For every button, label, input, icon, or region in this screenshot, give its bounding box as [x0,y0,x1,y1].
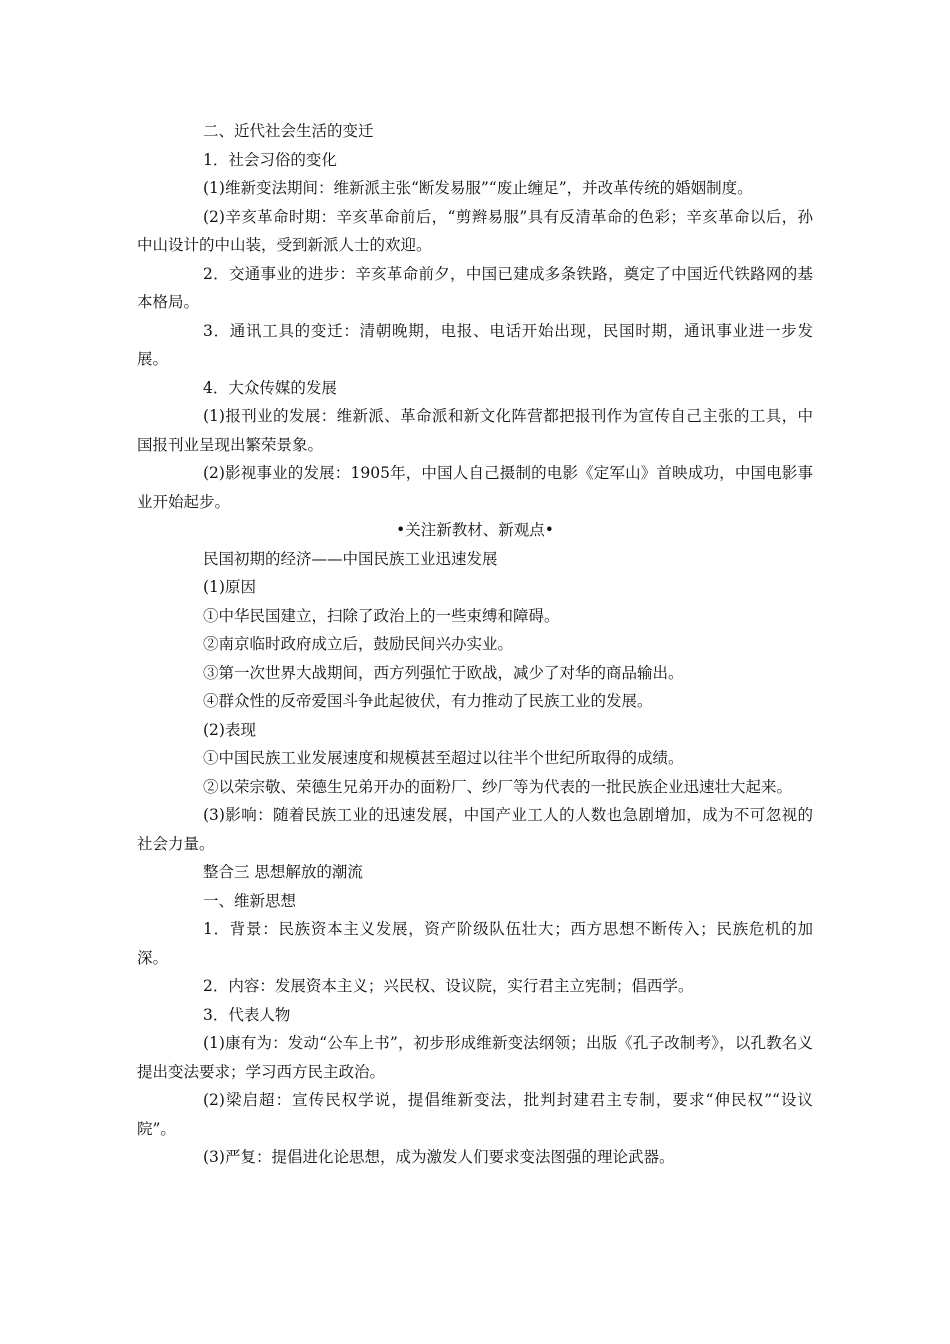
list-heading: (2)表现 [203,720,256,739]
section-heading: 整合三 思想解放的潮流 [203,863,363,881]
section-heading: 二、近代社会生活的变迁 [203,122,374,140]
list-item: ②南京临时政府成立后，鼓励民间兴办实业。 [203,635,514,653]
paragraph: (2)梁启超：宣传民权学说，提倡维新变法，批判封建君主专制，要求“伸民权”“设议院”。 [137,1091,813,1138]
feature-banner: •关注新教材、新观点• [396,521,554,539]
list-item: ①中华民国建立，扫除了政治上的一些束缚和障碍。 [203,606,560,625]
list-item: ①中国民族工业发展速度和规模甚至超过以往半个世纪所取得的成绩。 [203,749,684,767]
subsection-heading: 民国初期的经济——中国民族工业迅速发展 [203,549,498,568]
section-heading: 一、维新思想 [203,891,297,910]
subsection-heading: 4．大众传媒的发展 [203,378,337,397]
paragraph: (2)影视事业的发展：1905年，中国人自己摄制的电影《定军山》首映成功，中国电影事业开始起步。 [137,464,813,511]
paragraph: (3)影响：随着民族工业的迅速发展，中国产业工人的人数也急剧增加，成为不可忽视的社会力量。 [137,806,813,853]
list-item: ③第一次世界大战期间，西方列强忙于欧战，减少了对华的商品输出。 [203,663,684,682]
paragraph: (1)报刊业的发展：维新派、革命派和新文化阵营都把报刊作为宣传自己主张的工具，中国报刊业呈现出繁荣景象。 [137,407,813,454]
subsection-heading: 1．社会习俗的变化 [203,150,337,169]
paragraph: (1)康有为：发动“公车上书”，初步形成维新变法纲领；出版《孔子改制考》，以孔教名义提出变法要求；学习西方民主政治。 [137,1034,813,1081]
paragraph: (1)维新变法期间：维新派主张“断发易服”“废止缠足”，并改革传统的婚姻制度。 [203,179,753,197]
list-item: ②以荣宗敬、荣德生兄弟开办的面粉厂、纱厂等为代表的一批民族企业迅速壮大起来。 [203,777,793,796]
document-body [137,117,813,1172]
list-item: ④群众性的反帝爱国斗争此起彼伏，有力推动了民族工业的发展。 [203,692,653,710]
paragraph: 1．背景：民族资本主义发展，资产阶级队伍壮大；西方思想不断传入；民族危机的加深。 [137,920,813,967]
paragraph: 2．交通事业的进步：辛亥革命前夕，中国已建成多条铁路，奠定了中国近代铁路网的基本格局。 [137,264,813,311]
subsection-heading: 3．代表人物 [203,1005,291,1024]
paragraph: 2．内容：发展资本主义；兴民权、设议院，实行君主立宪制；倡西学。 [203,977,694,995]
paragraph: (2)辛亥革命时期：辛亥革命前后，“剪辫易服”具有反清革命的色彩；辛亥革命以后，孙中山设计的中山装，受到新派人士的欢迎。 [137,207,813,254]
list-heading: (1)原因 [203,578,256,596]
paragraph: 3．通讯工具的变迁：清朝晚期，电报、电话开始出现，民国时期，通讯事业进一步发展。 [137,321,813,368]
paragraph: (3)严复：提倡进化论思想，成为激发人们要求变法图强的理论武器。 [203,1148,675,1166]
